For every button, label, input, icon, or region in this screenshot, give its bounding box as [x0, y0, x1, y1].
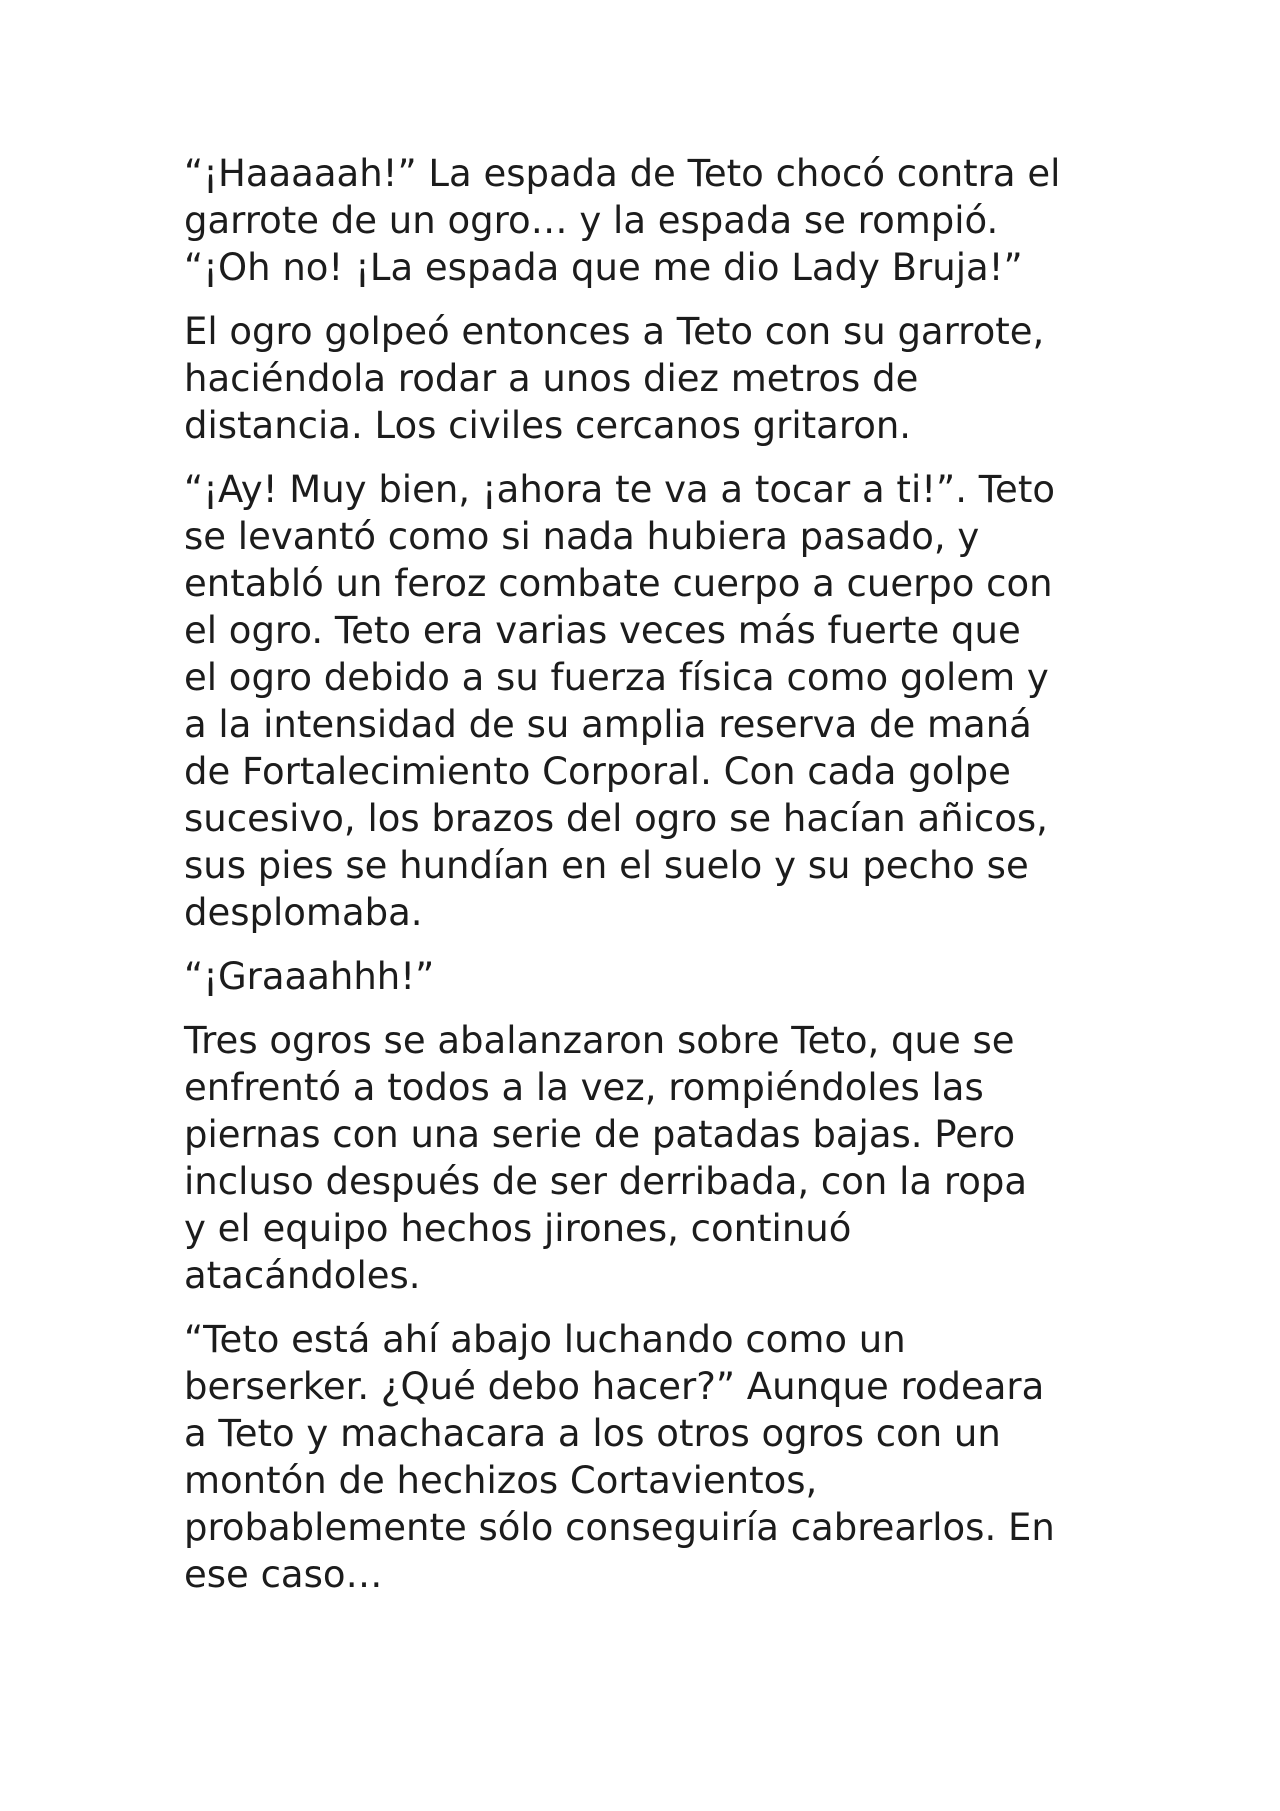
paragraph-6: “Teto está ahí abajo luchando como un berserker. ¿Qué debo hacer?” Aunque rodeara a Teto y machacara a los otros ogros con un montón de hechizos Cortavientos, probablemente sólo conseguiría cabrearlos. En ese caso… — [184, 1318, 1055, 1596]
paragraph-3: “¡Ay! Muy bien, ¡ahora te va a tocar a ti!”. Teto se levantó como si nada hubiera pasado, y entabló un feroz combate cuerpo a cuerpo con el ogro. Teto era varias veces más fuerte que el ogro debido a su fuerza física como golem y a la intensidad de su amplia reserva de maná de Fortalecimiento Corporal. Con cada golpe sucesivo, los brazos del ogro se hacían añicos, sus pies se hundían en el suelo y su pecho se desplomaba. — [184, 468, 1055, 934]
paragraph-4: “¡Graaahhh!” — [184, 955, 435, 998]
document-page — [184, 150, 1104, 1615]
paragraph-1: “¡Haaaaah!” La espada de Teto chocó contra el garrote de un ogro… y la espada se rompió. “¡Oh no! ¡La espada que me dio Lady Bruja!” — [184, 152, 1061, 289]
paragraph-5: Tres ogros se abalanzaron sobre Teto, que se enfrentó a todos a la vez, rompiéndoles las piernas con una serie de patadas bajas. Pero incluso después de ser derribada, con la ropa y el equipo hechos jirones, continuó atacándoles. — [184, 1019, 1028, 1297]
paragraph-2: El ogro golpeó entonces a Teto con su garrote, haciéndola rodar a unos diez metros de distancia. Los civiles cercanos gritaron. — [184, 310, 1045, 447]
